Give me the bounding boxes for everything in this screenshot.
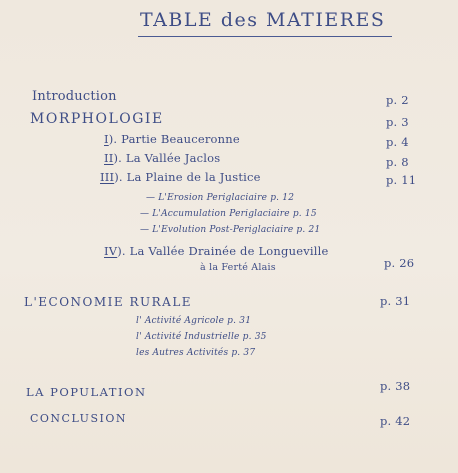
roman-numeral-iii: III	[100, 170, 115, 184]
subentry-erosion-periglaciaire: — L'Erosion Periglaciaire p. 12	[146, 193, 295, 203]
entry-vallee-drainee: IV). La Vallée Drainée de Longueville	[104, 244, 329, 258]
entry-la-population: LA POPULATION	[26, 385, 147, 399]
subentry-accumulation-periglaciaire: — L'Accumulation Periglaciaire p. 15	[140, 209, 317, 219]
entry-introduction: Introduction	[32, 89, 117, 104]
title-underline	[138, 36, 392, 37]
roman-numeral-ii: II	[104, 151, 114, 165]
subentry-autres-activites: les Autres Activités p. 37	[136, 348, 256, 358]
page-economie-rurale: p. 31	[380, 294, 411, 308]
page-la-population: p. 38	[380, 379, 411, 393]
page-morphologie: p. 3	[386, 115, 409, 129]
entry-plaine-de-la-justice: III). La Plaine de la Justice	[100, 170, 261, 184]
roman-numeral-iv: IV	[104, 244, 118, 258]
subentry-activite-industrielle: l' Activité Industrielle p. 35	[136, 332, 267, 342]
subentry-activite-agricole: l' Activité Agricole p. 31	[136, 316, 252, 326]
page-title: TABLE des MATIERES	[140, 9, 386, 31]
page-introduction: p. 2	[386, 93, 409, 107]
entry-economie-rurale: L'ECONOMIE RURALE	[24, 295, 193, 309]
entry-conclusion: CONCLUSION	[30, 412, 127, 425]
entry-morphologie: MORPHOLOGIE	[30, 111, 164, 127]
page-plaine-de-la-justice: p. 11	[386, 173, 417, 187]
subentry-evolution-post-periglaciaire: — L'Evolution Post-Periglaciaire p. 21	[140, 225, 321, 235]
page-conclusion: p. 42	[380, 414, 411, 428]
roman-numeral-i: I	[104, 132, 109, 146]
entry-vallee-drainee-line2: à la Ferté Alais	[200, 262, 276, 273]
page-partie-beauceronne: p. 4	[386, 135, 409, 149]
entry-partie-beauceronne: I). Partie Beauceronne	[104, 132, 240, 146]
page-vallee-jaclos: p. 8	[386, 155, 409, 169]
entry-vallee-jaclos: II). La Vallée Jaclos	[104, 151, 221, 165]
page-vallee-drainee: p. 26	[384, 256, 415, 270]
